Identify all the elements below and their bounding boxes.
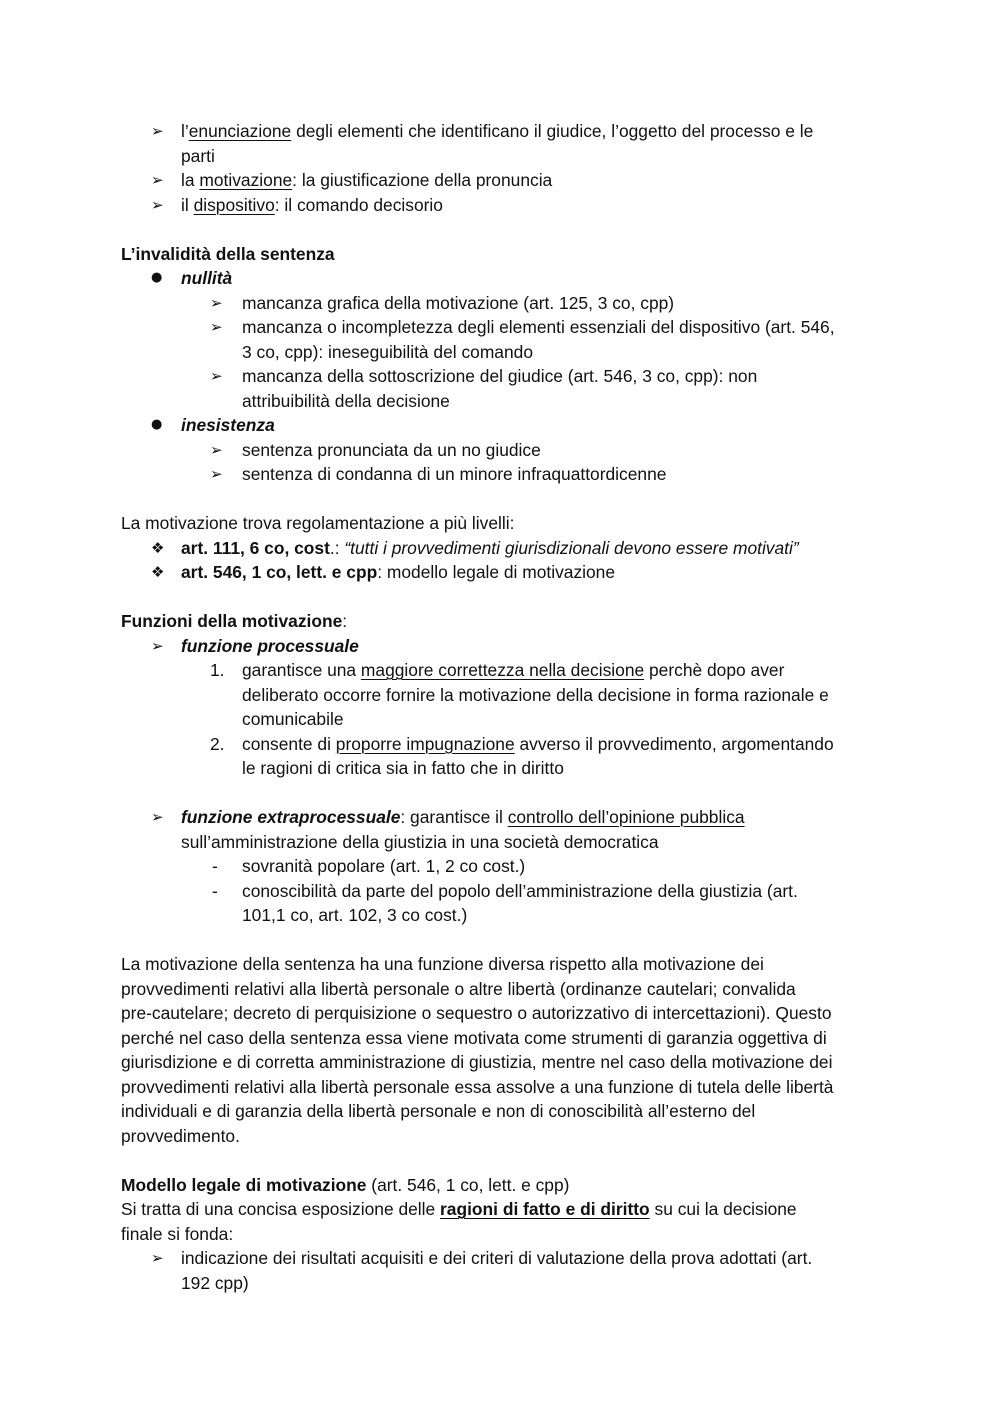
list-item-text: mancanza della sottoscrizione del giudice (art. 546, 3 co, cpp): non xyxy=(242,366,758,386)
sub-list-item-continuation xyxy=(0,389,1000,414)
sub-list-item xyxy=(0,291,1000,316)
list-item-prefix: la xyxy=(181,170,200,190)
list-item-text: deliberato occorre fornire la motivazione della decisione in forma razionale e xyxy=(242,684,829,705)
arrow-bullet-icon: ➢ xyxy=(210,367,223,385)
term-enunciazione: enunciazione xyxy=(188,121,292,141)
underlined-phrase: proporre impugnazione xyxy=(335,733,515,754)
list-item-text: attribuibilità della decisione xyxy=(242,390,450,411)
sub-list-item xyxy=(0,854,1000,879)
list-item-text: 3 co, cpp): ineseguibilità del comando xyxy=(242,341,533,362)
numbered-item-continuation xyxy=(0,756,1000,781)
list-item-continuation xyxy=(0,830,1000,855)
paragraph-text: provvedimenti relativi alla libertà personale o altre libertà (ordinanze cautelari; convalida xyxy=(121,978,796,999)
term-dispositivo: dispositivo xyxy=(193,194,275,215)
paragraph-text: provvedimento. xyxy=(121,1125,240,1146)
list-item-text: comunicabile xyxy=(242,709,344,729)
list-item-text: parti xyxy=(181,145,215,166)
diamond-bullet-icon: ❖ xyxy=(151,563,165,581)
list-item-text: sentenza pronunciata da un no giudice xyxy=(242,439,541,460)
list-item xyxy=(0,805,1000,830)
paragraph-text: La motivazione della sentenza ha una funzione diversa rispetto alla motivazione dei xyxy=(121,954,764,974)
paragraph-line xyxy=(0,1001,1000,1026)
dash-bullet-icon: - xyxy=(212,856,218,876)
sub-list-item xyxy=(0,438,1000,463)
article-reference: art. 111, 6 co, cost xyxy=(181,537,330,558)
list-item-prefix: l’ xyxy=(181,121,189,141)
term-motivazione: motivazione xyxy=(199,170,293,190)
list-item-text: sull’amministrazione della giustizia in una società democratica xyxy=(181,831,659,852)
list-item-text: perchè dopo aver xyxy=(644,660,785,680)
paragraph-line xyxy=(0,952,1000,977)
list-item xyxy=(0,119,1000,144)
list-item-prefix: il xyxy=(181,194,194,215)
list-item-text: conoscibilità da parte del popolo dell’amministrazione della giustizia (art. xyxy=(242,880,798,901)
paragraph-text: perché nel caso della sentenza essa viene motivata come strumenti di garanzia oggettiva di xyxy=(121,1027,827,1048)
list-item-text: mancanza o incompletezza degli elementi essenziali del dispositivo (art. 546, xyxy=(242,317,835,337)
item-number: 2. xyxy=(210,733,225,754)
sub-list-item xyxy=(0,315,1000,340)
paragraph-text: individuali e di garanzia della libertà personale e non di conoscibilità all’esterno del xyxy=(121,1101,756,1121)
round-bullet-icon: ● xyxy=(151,417,163,432)
arrow-bullet-icon: ➢ xyxy=(210,440,223,459)
invalidita-heading: L’invalidità della sentenza xyxy=(121,243,335,264)
section-heading xyxy=(0,609,1000,634)
numbered-item-continuation xyxy=(0,707,1000,732)
paragraph-text: su cui la decisione xyxy=(649,1199,797,1219)
paragraph-line xyxy=(0,511,1000,536)
quotation: “tutti i provvedimenti giurisdizionali devono essere motivati” xyxy=(344,537,799,558)
list-item-text: sentenza di condanna di un minore infraquattordicenne xyxy=(242,464,667,484)
paragraph-text: pre-cautelare; decreto di perquisizione o sequestro o autorizzativo di intercettazioni). Questo xyxy=(121,1003,832,1023)
arrow-bullet-icon: ➢ xyxy=(210,318,223,336)
arrow-bullet-icon: ➢ xyxy=(151,808,164,826)
bold-underlined-phrase: ragioni di fatto e di diritto xyxy=(440,1199,650,1219)
sub-list-item-continuation xyxy=(0,903,1000,928)
round-bullet-icon: ● xyxy=(151,270,163,285)
inesistenza-label: inesistenza xyxy=(181,415,275,435)
numbered-item xyxy=(0,732,1000,757)
article-reference: art. 546, 1 co, lett. e cpp xyxy=(181,562,378,582)
numbered-item xyxy=(0,658,1000,683)
list-item-text: sovranità popolare (art. 1, 2 co cost.) xyxy=(242,856,526,876)
modello-heading: Modello legale di motivazione xyxy=(121,1174,367,1195)
arrow-bullet-icon: ➢ xyxy=(151,171,164,189)
section-heading xyxy=(0,242,1000,267)
paragraph-text: Si tratta di una concisa esposizione delle xyxy=(121,1199,441,1219)
paragraph-line xyxy=(0,1050,1000,1075)
paragraph-text: provvedimenti relativi alla libertà personale essa assolve a una funzione di tutela delle libertà xyxy=(121,1076,834,1097)
paragraph-line xyxy=(0,1124,1000,1149)
paragraph-text: finale si fonda: xyxy=(121,1223,234,1244)
list-item xyxy=(0,193,1000,218)
list-item xyxy=(0,560,1000,585)
list-item-text: indicazione dei risultati acquisiti e dei criteri di valutazione della prova adottati (art. xyxy=(181,1248,813,1268)
document-content xyxy=(0,119,1000,1295)
list-item-text: 101,1 co, art. 102, 3 co cost.) xyxy=(242,905,468,925)
list-item-text: : garantisce il xyxy=(400,807,508,827)
arrow-bullet-icon: ➢ xyxy=(210,465,223,483)
arrow-bullet-icon: ➢ xyxy=(210,293,223,312)
paragraph-line xyxy=(0,1099,1000,1124)
arrow-bullet-icon: ➢ xyxy=(151,122,164,140)
paragraph-text: giurisdizione e di corretta amministrazione di giustizia, mentre nel caso della motivazione dei xyxy=(121,1052,833,1072)
sub-list-item xyxy=(0,364,1000,389)
regolamentazione-intro: La motivazione trova regolamentazione a più livelli: xyxy=(121,513,515,533)
sub-list-item xyxy=(0,879,1000,904)
list-item xyxy=(0,413,1000,438)
paragraph-line xyxy=(0,1026,1000,1051)
list-item xyxy=(0,168,1000,193)
item-number: 1. xyxy=(210,660,225,680)
list-item-text: avverso il provvedimento, argomentando xyxy=(514,733,834,754)
list-item-text: degli elementi che identificano il giudice, l’oggetto del processo e le xyxy=(291,121,814,141)
underlined-phrase: maggiore correttezza nella decisione xyxy=(360,660,645,680)
list-item xyxy=(0,1246,1000,1271)
paragraph-line xyxy=(0,1075,1000,1100)
diamond-bullet-icon: ❖ xyxy=(151,538,165,557)
list-item-text: consente di xyxy=(242,733,336,754)
arrow-bullet-icon: ➢ xyxy=(151,195,164,214)
list-item xyxy=(0,536,1000,561)
funzione-extraprocessuale-label: funzione extraprocessuale xyxy=(181,807,401,827)
paragraph-line xyxy=(0,1222,1000,1247)
list-item-text: mancanza grafica della motivazione (art. 125, 3 co, cpp) xyxy=(242,292,675,313)
list-item-text: : modello legale di motivazione xyxy=(377,562,616,582)
funzione-processuale-label: funzione processuale xyxy=(181,635,359,656)
list-item xyxy=(0,634,1000,659)
section-heading xyxy=(0,1173,1000,1198)
heading-reference: (art. 546, 1 co, lett. e cpp) xyxy=(366,1174,570,1195)
punctuation: .: xyxy=(329,537,345,558)
sub-list-item-continuation xyxy=(0,340,1000,365)
list-item-text: 192 cpp) xyxy=(181,1272,249,1293)
underlined-phrase: controllo dell’opinione pubblica xyxy=(507,807,745,827)
list-item-text: : il comando decisorio xyxy=(274,194,443,215)
nullita-label: nullità xyxy=(181,268,233,288)
list-item-text: garantisce una xyxy=(242,660,361,680)
arrow-bullet-icon: ➢ xyxy=(151,1249,164,1267)
arrow-bullet-icon: ➢ xyxy=(151,636,164,655)
punctuation: : xyxy=(342,611,348,631)
list-item xyxy=(0,266,1000,291)
list-item-text: : la giustificazione della pronuncia xyxy=(292,170,553,190)
paragraph-line xyxy=(0,977,1000,1002)
dash-bullet-icon: - xyxy=(212,880,218,901)
sub-list-item xyxy=(0,462,1000,487)
funzioni-heading: Funzioni della motivazione xyxy=(121,611,343,631)
list-item-continuation xyxy=(0,144,1000,169)
numbered-item-continuation xyxy=(0,683,1000,708)
list-item-text: le ragioni di critica sia in fatto che in diritto xyxy=(242,758,564,778)
list-item-continuation xyxy=(0,1271,1000,1296)
paragraph-line xyxy=(0,1197,1000,1222)
